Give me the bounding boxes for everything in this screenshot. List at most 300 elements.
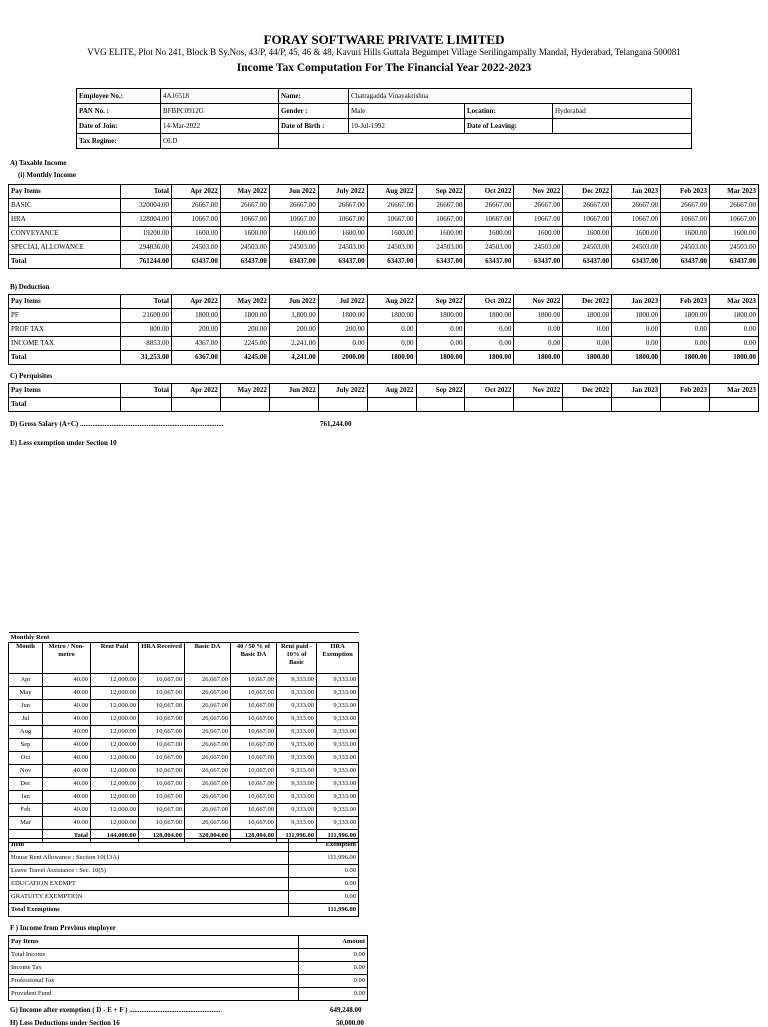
data-cell: 24503.00 bbox=[661, 241, 710, 255]
data-cell: 10,667.00 bbox=[231, 752, 277, 765]
empty-cell bbox=[279, 134, 692, 149]
data-cell: 10,667.00 bbox=[231, 804, 277, 817]
data-cell: 10,667.00 bbox=[231, 817, 277, 830]
data-cell: 26667.00 bbox=[661, 199, 710, 213]
data-cell: 9,333.00 bbox=[277, 674, 317, 687]
total-row bbox=[9, 398, 759, 412]
data-cell: 10667.00 bbox=[318, 213, 367, 227]
data-cell: 9,333.00 bbox=[277, 752, 317, 765]
total-cell: 111,996.00 bbox=[277, 830, 317, 843]
data-cell: 10667.00 bbox=[269, 213, 318, 227]
table-row bbox=[9, 674, 359, 687]
data-cell: 1800.00 bbox=[661, 309, 710, 323]
data-cell: 40.00 bbox=[43, 687, 91, 700]
total-cell: 1800.00 bbox=[367, 351, 416, 365]
header-cell: July 2022 bbox=[318, 384, 367, 398]
data-cell: 40.00 bbox=[43, 726, 91, 739]
total-cell: 1800.00 bbox=[563, 351, 612, 365]
dob-label: Date of Birth : bbox=[279, 119, 349, 134]
header-cell: Pay Items bbox=[9, 384, 121, 398]
data-cell: 10667.00 bbox=[563, 213, 612, 227]
data-cell: 26667.00 bbox=[172, 199, 221, 213]
data-cell: Jul bbox=[9, 713, 43, 726]
header-cell: Nov 2022 bbox=[514, 384, 563, 398]
exemptions-table bbox=[8, 838, 359, 917]
empty-cell bbox=[661, 398, 710, 412]
employee-info-table bbox=[76, 88, 692, 149]
data-cell: 24503.00 bbox=[416, 241, 465, 255]
empty-cell bbox=[172, 398, 221, 412]
data-cell: 26,667.00 bbox=[185, 765, 231, 778]
data-cell: 10667.00 bbox=[465, 213, 514, 227]
company-address: VVG ELITE, Plot No 241, Block B Sy.Nos, 43/P, 44/P, 45, 46 & 48, Kavuri Hills Guttala Begumpet Village Serilingampally Mandal, Hyderabad, Telangana 500081 bbox=[87, 47, 681, 57]
data-cell: Mar bbox=[9, 817, 43, 830]
data-cell: 12,000.00 bbox=[91, 739, 139, 752]
rent-title: Monthly Rent bbox=[9, 633, 359, 643]
data-cell: 10,667.00 bbox=[139, 687, 185, 700]
income-after-exemption-label: G) Income after exemption ( D - E + F ) .................................................... bbox=[10, 1006, 221, 1014]
name-value: Chatragadda Vinayakrishna bbox=[349, 89, 692, 104]
gender-label: Gender : bbox=[279, 104, 349, 119]
dol-label: Date of Leaving: bbox=[465, 119, 553, 134]
header-cell: Mar 2023 bbox=[709, 295, 758, 309]
data-cell: 12,000.00 bbox=[91, 726, 139, 739]
data-cell: 1600.00 bbox=[563, 227, 612, 241]
total-cell: 128,004.00 bbox=[139, 830, 185, 843]
data-cell: 1600.00 bbox=[172, 227, 221, 241]
total-cell: 63437.00 bbox=[220, 255, 269, 269]
header-cell: Feb 2023 bbox=[661, 295, 710, 309]
total-cell: 320,004.00 bbox=[185, 830, 231, 843]
data-cell: 9,333.00 bbox=[317, 765, 359, 778]
data-cell: 0.00 bbox=[289, 891, 359, 904]
previous-employer-table bbox=[8, 935, 368, 1001]
header-cell: Basic DA bbox=[185, 643, 231, 674]
regime-label: Tax Regime: bbox=[77, 134, 161, 149]
data-cell: HRA bbox=[9, 213, 121, 227]
header-cell: Amount bbox=[299, 936, 368, 949]
data-cell: 1800.00 bbox=[172, 309, 221, 323]
table-row bbox=[9, 988, 368, 1001]
total-cell: 63437.00 bbox=[514, 255, 563, 269]
data-cell: 0.00 bbox=[416, 337, 465, 351]
data-cell: 0.00 bbox=[367, 323, 416, 337]
header-cell: Feb 2023 bbox=[661, 384, 710, 398]
data-cell: INCOME TAX bbox=[9, 337, 121, 351]
total-cell: Total Exemptions bbox=[9, 904, 289, 917]
data-cell: 24503.00 bbox=[563, 241, 612, 255]
header-row bbox=[9, 384, 759, 398]
data-cell: 1600.00 bbox=[416, 227, 465, 241]
data-cell: 9,333.00 bbox=[277, 713, 317, 726]
data-cell: 10667.00 bbox=[172, 213, 221, 227]
header-row bbox=[9, 936, 368, 949]
data-cell: Oct bbox=[9, 752, 43, 765]
data-cell: 0.00 bbox=[367, 337, 416, 351]
total-row bbox=[9, 904, 359, 917]
doj-value: 14-Mar-2022 bbox=[161, 119, 279, 134]
data-cell: 0.00 bbox=[318, 337, 367, 351]
deduction-table bbox=[8, 294, 759, 365]
data-cell: Total Income bbox=[9, 949, 299, 962]
data-cell: Sep bbox=[9, 739, 43, 752]
data-cell: 10667.00 bbox=[612, 213, 661, 227]
data-cell: 10,667.00 bbox=[231, 778, 277, 791]
data-cell: 1600.00 bbox=[318, 227, 367, 241]
data-cell: 12,000.00 bbox=[91, 804, 139, 817]
data-cell: 1600.00 bbox=[220, 227, 269, 241]
data-cell: 9,333.00 bbox=[277, 804, 317, 817]
taxable-income-table bbox=[8, 184, 759, 269]
data-cell: 0.00 bbox=[563, 337, 612, 351]
header-cell: Oct 2022 bbox=[465, 384, 514, 398]
header-cell: Pay Items bbox=[9, 185, 121, 199]
data-cell: 1600.00 bbox=[514, 227, 563, 241]
data-cell: 19200.00 bbox=[121, 227, 172, 241]
data-cell: 40.00 bbox=[43, 739, 91, 752]
data-cell: 294036.00 bbox=[121, 241, 172, 255]
data-cell: 0.00 bbox=[299, 975, 368, 988]
header-cell: Jan 2023 bbox=[612, 185, 661, 199]
table-row bbox=[9, 891, 359, 904]
data-cell: 10667.00 bbox=[514, 213, 563, 227]
data-cell: 26,667.00 bbox=[185, 713, 231, 726]
header-cell: Metro / Non-metro bbox=[43, 643, 91, 674]
data-cell: 12,000.00 bbox=[91, 700, 139, 713]
data-cell: 0.00 bbox=[514, 337, 563, 351]
data-cell: 9,333.00 bbox=[277, 778, 317, 791]
data-cell: 1800.00 bbox=[318, 309, 367, 323]
data-cell: 10,667.00 bbox=[139, 713, 185, 726]
data-cell: 26,667.00 bbox=[185, 674, 231, 687]
data-cell: 9,333.00 bbox=[317, 713, 359, 726]
data-cell: 24503.00 bbox=[514, 241, 563, 255]
data-cell: 9,333.00 bbox=[317, 752, 359, 765]
empty-cell bbox=[514, 398, 563, 412]
gender-value: Male bbox=[349, 104, 465, 119]
document-title: Income Tax Computation For The Financial Year 2022-2023 bbox=[236, 62, 532, 74]
data-cell: 12,000.00 bbox=[91, 791, 139, 804]
data-cell: 26,667.00 bbox=[185, 804, 231, 817]
data-cell: 9,333.00 bbox=[317, 739, 359, 752]
section-b-title: B) Deduction bbox=[10, 283, 50, 291]
empty-cell bbox=[563, 398, 612, 412]
data-cell: 10,667.00 bbox=[139, 739, 185, 752]
gross-salary-value: 761,244.00 bbox=[320, 420, 352, 428]
table-row bbox=[9, 949, 368, 962]
data-cell: 26667.00 bbox=[514, 199, 563, 213]
data-cell: 9,333.00 bbox=[277, 726, 317, 739]
data-cell: EDUCATION EXEMPT bbox=[9, 878, 289, 891]
total-cell: 63437.00 bbox=[172, 255, 221, 269]
table-row bbox=[9, 337, 759, 351]
data-cell: 10,667.00 bbox=[231, 726, 277, 739]
data-cell: 9,333.00 bbox=[277, 739, 317, 752]
header-cell: Mar 2023 bbox=[709, 384, 758, 398]
data-cell: 24503.00 bbox=[269, 241, 318, 255]
table-row bbox=[9, 852, 359, 865]
data-cell: 26,667.00 bbox=[185, 726, 231, 739]
total-cell: 63437.00 bbox=[612, 255, 661, 269]
header-cell: Jun 2022 bbox=[269, 185, 318, 199]
pan-value: BFBPC0912G bbox=[161, 104, 279, 119]
data-cell: 12,000.00 bbox=[91, 687, 139, 700]
empty-cell bbox=[318, 398, 367, 412]
data-cell: 26667.00 bbox=[367, 199, 416, 213]
empty-cell bbox=[709, 398, 758, 412]
header-cell: Feb 2023 bbox=[661, 185, 710, 199]
table-row bbox=[9, 804, 359, 817]
data-cell: 10,667.00 bbox=[139, 817, 185, 830]
data-cell: 10,667.00 bbox=[231, 713, 277, 726]
data-cell: 10,667.00 bbox=[231, 674, 277, 687]
header-row bbox=[9, 839, 359, 852]
header-cell: Jun 2022 bbox=[269, 384, 318, 398]
data-cell: 9,333.00 bbox=[317, 791, 359, 804]
data-cell: 0.00 bbox=[289, 865, 359, 878]
table-row bbox=[9, 700, 359, 713]
data-cell: Income Tax bbox=[9, 962, 299, 975]
data-cell: 8853.00 bbox=[121, 337, 172, 351]
data-cell: 26,667.00 bbox=[185, 687, 231, 700]
total-cell: 63437.00 bbox=[563, 255, 612, 269]
data-cell: 111,996.00 bbox=[289, 852, 359, 865]
table-row bbox=[9, 739, 359, 752]
header-cell: Total bbox=[121, 185, 172, 199]
data-cell: 10,667.00 bbox=[139, 765, 185, 778]
data-cell: 2245.00 bbox=[220, 337, 269, 351]
header-cell: Sep 2022 bbox=[416, 185, 465, 199]
total-cell: 63437.00 bbox=[269, 255, 318, 269]
table-row bbox=[9, 791, 359, 804]
total-cell: Total bbox=[43, 830, 91, 843]
header-cell: Jan 2023 bbox=[612, 384, 661, 398]
header-cell: July 2022 bbox=[318, 185, 367, 199]
data-cell: 40.00 bbox=[43, 778, 91, 791]
data-cell: 9,333.00 bbox=[317, 674, 359, 687]
table-row bbox=[9, 865, 359, 878]
emp-no-label: Employee No.: bbox=[77, 89, 161, 104]
data-cell: 2,241.00 bbox=[269, 337, 318, 351]
data-cell: 0.00 bbox=[465, 337, 514, 351]
data-cell: 26667.00 bbox=[318, 199, 367, 213]
data-cell: 40.00 bbox=[43, 713, 91, 726]
data-cell: Professional Tax bbox=[9, 975, 299, 988]
total-cell: 6367.00 bbox=[172, 351, 221, 365]
total-cell: 111,996.00 bbox=[289, 904, 359, 917]
header-cell: Apr 2022 bbox=[172, 384, 221, 398]
total-cell: 63437.00 bbox=[661, 255, 710, 269]
header-cell: Jan 2023 bbox=[612, 295, 661, 309]
data-cell: 26667.00 bbox=[269, 199, 318, 213]
data-cell: 26,667.00 bbox=[185, 817, 231, 830]
data-cell: 200.00 bbox=[269, 323, 318, 337]
data-cell: 10,667.00 bbox=[231, 739, 277, 752]
total-row bbox=[9, 255, 759, 269]
data-cell: 9,333.00 bbox=[277, 791, 317, 804]
section-a-title: A) Taxable Income bbox=[10, 159, 67, 167]
section-f-title: F ) Income from Previous employer bbox=[10, 924, 116, 932]
data-cell: 12,000.00 bbox=[91, 752, 139, 765]
data-cell: Jan bbox=[9, 791, 43, 804]
total-cell: 63437.00 bbox=[416, 255, 465, 269]
data-cell: 9,333.00 bbox=[277, 817, 317, 830]
data-cell: 26667.00 bbox=[563, 199, 612, 213]
section-h-value: 50,000.00 bbox=[336, 1019, 364, 1027]
empty-cell bbox=[612, 398, 661, 412]
table-row bbox=[9, 975, 368, 988]
empty-cell bbox=[269, 398, 318, 412]
data-cell: 0.00 bbox=[661, 337, 710, 351]
empty-cell bbox=[220, 398, 269, 412]
header-cell: Month bbox=[9, 643, 43, 674]
total-cell: Total bbox=[9, 351, 121, 365]
data-cell: 9,333.00 bbox=[317, 804, 359, 817]
total-cell: 63437.00 bbox=[318, 255, 367, 269]
data-cell: 4367.00 bbox=[172, 337, 221, 351]
data-cell: 24503.00 bbox=[367, 241, 416, 255]
header-cell: Apr 2022 bbox=[172, 295, 221, 309]
data-cell: PROF TAX bbox=[9, 323, 121, 337]
section-e-title: E) Less exemption under Section 10 bbox=[10, 439, 117, 447]
emp-no-value: 4A16518 bbox=[161, 89, 279, 104]
data-cell: 24503.00 bbox=[465, 241, 514, 255]
data-cell: 40.00 bbox=[43, 674, 91, 687]
data-cell: 10,667.00 bbox=[139, 778, 185, 791]
table-row bbox=[9, 765, 359, 778]
header-cell: Oct 2022 bbox=[465, 295, 514, 309]
data-cell: 40.00 bbox=[43, 817, 91, 830]
header-row bbox=[9, 185, 759, 199]
table-row bbox=[9, 323, 759, 337]
data-cell: 10667.00 bbox=[367, 213, 416, 227]
data-cell: 26,667.00 bbox=[185, 778, 231, 791]
data-cell: 0.00 bbox=[612, 337, 661, 351]
header-cell: Sep 2022 bbox=[416, 384, 465, 398]
data-cell: 26,667.00 bbox=[185, 752, 231, 765]
data-cell: 200.00 bbox=[220, 323, 269, 337]
header-row bbox=[9, 643, 359, 674]
data-cell: 320004.00 bbox=[121, 199, 172, 213]
data-cell: 200.00 bbox=[318, 323, 367, 337]
header-cell: 40 / 50 % of Basic DA bbox=[231, 643, 277, 674]
data-cell: 0.00 bbox=[299, 988, 368, 1001]
location-label: Location: bbox=[465, 104, 553, 119]
data-cell: 9,333.00 bbox=[317, 687, 359, 700]
section-a-subtitle: (i) Monthly Income bbox=[18, 171, 76, 179]
table-row bbox=[9, 752, 359, 765]
data-cell: 0.00 bbox=[661, 323, 710, 337]
data-cell: 10,667.00 bbox=[231, 765, 277, 778]
data-cell: 12,000.00 bbox=[91, 765, 139, 778]
empty-cell bbox=[416, 398, 465, 412]
location-value: Hyderabad bbox=[553, 104, 692, 119]
data-cell: 26667.00 bbox=[612, 199, 661, 213]
header-cell: Apr 2022 bbox=[172, 185, 221, 199]
header-cell: Nov 2022 bbox=[514, 295, 563, 309]
total-cell: 128,004.00 bbox=[231, 830, 277, 843]
name-label: Name: bbox=[279, 89, 349, 104]
table-row bbox=[9, 309, 759, 323]
data-cell: 9,333.00 bbox=[277, 765, 317, 778]
data-cell: 10,667.00 bbox=[139, 726, 185, 739]
total-row bbox=[9, 351, 759, 365]
total-cell: 1800.00 bbox=[612, 351, 661, 365]
data-cell: 1800.00 bbox=[612, 309, 661, 323]
data-cell: 10667.00 bbox=[416, 213, 465, 227]
data-cell: 24503.00 bbox=[709, 241, 758, 255]
total-cell: 111,996.00 bbox=[317, 830, 359, 843]
data-cell: PF bbox=[9, 309, 121, 323]
data-cell: 9,333.00 bbox=[277, 700, 317, 713]
header-cell: Aug 2022 bbox=[367, 295, 416, 309]
header-cell: Jun 2022 bbox=[269, 295, 318, 309]
header-cell: Total bbox=[121, 295, 172, 309]
data-cell: 40.00 bbox=[43, 752, 91, 765]
total-cell: 4245.00 bbox=[220, 351, 269, 365]
header-cell: May 2022 bbox=[220, 384, 269, 398]
data-cell: 10,667.00 bbox=[139, 700, 185, 713]
data-cell: May bbox=[9, 687, 43, 700]
table-row bbox=[9, 878, 359, 891]
data-cell: 10,667.00 bbox=[231, 700, 277, 713]
data-cell: 26667.00 bbox=[709, 199, 758, 213]
data-cell: 10,667.00 bbox=[231, 791, 277, 804]
total-cell: 63437.00 bbox=[465, 255, 514, 269]
data-cell: 24503.00 bbox=[612, 241, 661, 255]
table-row bbox=[9, 713, 359, 726]
perquisites-table bbox=[8, 383, 759, 412]
table-row bbox=[9, 213, 759, 227]
empty-cell bbox=[121, 398, 172, 412]
total-cell: 2000.00 bbox=[318, 351, 367, 365]
data-cell: 0.00 bbox=[289, 878, 359, 891]
gross-salary-label: D) Gross Salary (A+C) .................................................................................. bbox=[10, 420, 224, 428]
data-cell: SPECIAL ALLOWANCE bbox=[9, 241, 121, 255]
data-cell: 1800.00 bbox=[367, 309, 416, 323]
data-cell: Provident Fund bbox=[9, 988, 299, 1001]
data-cell: 9,333.00 bbox=[317, 700, 359, 713]
header-cell: Dec 2022 bbox=[563, 185, 612, 199]
data-cell: 1600.00 bbox=[367, 227, 416, 241]
dob-value: 10-Jul-1992 bbox=[349, 119, 465, 134]
data-cell: 10,667.00 bbox=[231, 687, 277, 700]
data-cell: 1800.00 bbox=[220, 309, 269, 323]
total-cell: 1800.00 bbox=[661, 351, 710, 365]
header-cell: Oct 2022 bbox=[465, 185, 514, 199]
data-cell: 1600.00 bbox=[709, 227, 758, 241]
data-cell: 9,333.00 bbox=[317, 778, 359, 791]
empty-cell bbox=[367, 398, 416, 412]
data-cell: 0.00 bbox=[299, 949, 368, 962]
data-cell: 12,000.00 bbox=[91, 817, 139, 830]
data-cell: 40.00 bbox=[43, 791, 91, 804]
data-cell: 1,800.00 bbox=[269, 309, 318, 323]
data-cell: 40.00 bbox=[43, 804, 91, 817]
data-cell: 1800.00 bbox=[563, 309, 612, 323]
data-cell: 0.00 bbox=[465, 323, 514, 337]
data-cell: 9,333.00 bbox=[277, 687, 317, 700]
header-cell: Jul 2022 bbox=[318, 295, 367, 309]
data-cell: 24503.00 bbox=[220, 241, 269, 255]
data-cell: CONVEYANCE bbox=[9, 227, 121, 241]
total-label: Total bbox=[9, 398, 121, 412]
monthly-rent-table bbox=[8, 632, 359, 843]
data-cell: 200.00 bbox=[172, 323, 221, 337]
data-cell: 24503.00 bbox=[172, 241, 221, 255]
data-cell: 1600.00 bbox=[465, 227, 514, 241]
header-cell: Aug 2022 bbox=[367, 384, 416, 398]
